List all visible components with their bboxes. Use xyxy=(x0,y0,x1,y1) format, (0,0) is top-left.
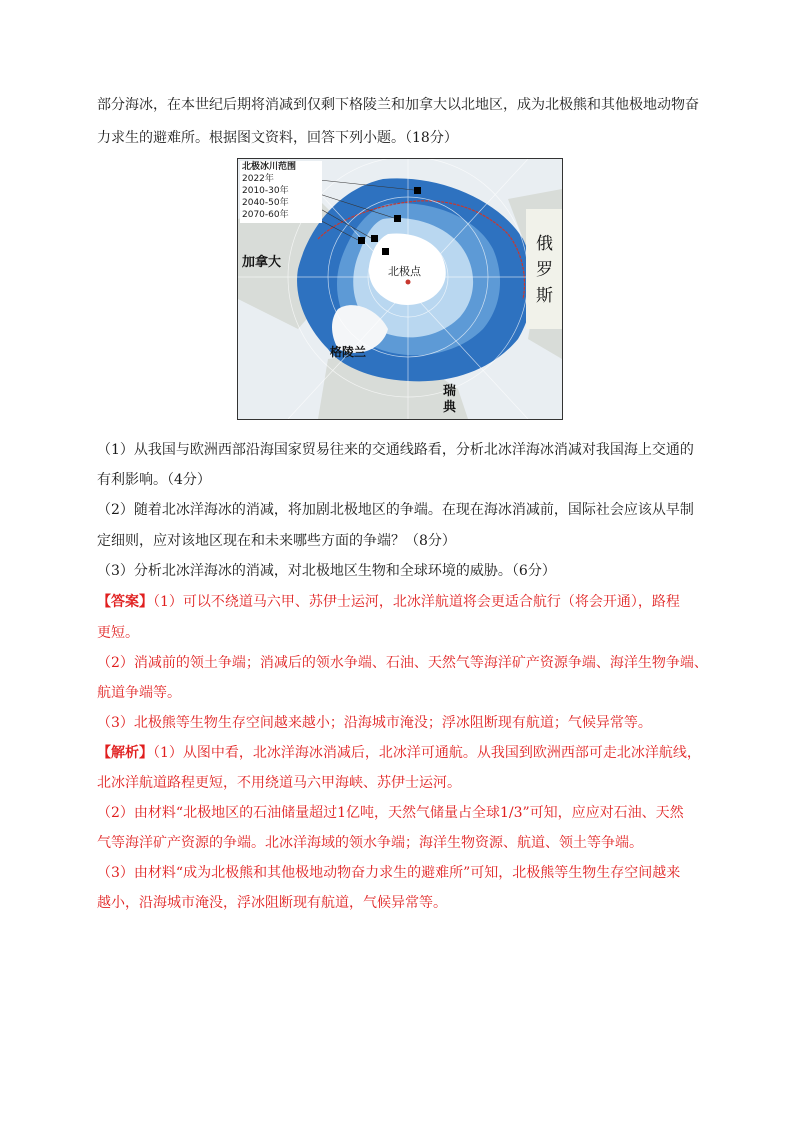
label-greenland: 格陵兰 xyxy=(330,345,367,359)
answer-line-1 xyxy=(97,592,703,612)
map-legend xyxy=(240,161,322,223)
intro-line-2: 力求生的避难所。根据图文资料，回答下列小题。（18分） xyxy=(97,130,458,146)
analysis-3-line-1: （3）由材料“成为北极熊和其他极地动物奋力求生的避难所”可知，北极熊等生物生存空间越来 xyxy=(97,865,681,881)
answer-tag: 【答案】 xyxy=(97,594,153,610)
analysis-tag: 【解析】 xyxy=(97,745,153,761)
answer-1-text: （1）可以不绕道马六甲、苏伊士运河，北冰洋航道将会更适合航行（将会开通），路程 xyxy=(153,594,680,610)
label-russia: 俄罗斯 xyxy=(536,234,553,306)
analysis-line-1 xyxy=(97,743,703,763)
question-2-line-1: （2）随着北冰洋海冰的消减，将加剧北极地区的争端。在现在海冰消减前，国际社会应该从早制 xyxy=(97,502,694,518)
analysis-1-text: （1）从图中看，北冰洋海冰消减后，北冰洋可通航。从我国到欧洲西部可走北冰洋航线， xyxy=(153,745,701,761)
answer-3-line-1: （3）北极熊等生物生存空间越来越小；沿海城市淹没；浮冰阻断现有航道；气候异常等。 xyxy=(97,715,652,731)
question-2-line-2: 定细则，应对该地区现在和未来哪些方面的争端？（8分） xyxy=(97,533,456,549)
legend-item: 2010-30年 xyxy=(242,186,289,196)
question-3-line-1: （3）分析北冰洋海冰的消减，对北极地区生物和全球环境的威胁。（6分） xyxy=(97,563,556,579)
legend-title: 北极冰川范围 xyxy=(242,162,297,172)
answer-2-line-2: 航道争端等。 xyxy=(97,685,181,701)
label-canada: 加拿大 xyxy=(242,255,282,270)
analysis-1-line-2: 北冰洋航道路程更短，不用绕道马六甲海峡、苏伊士运河。 xyxy=(97,775,461,791)
legend-item: 2070-60年 xyxy=(242,210,289,220)
label-north-pole: 北极点 xyxy=(388,265,421,278)
legend-item: 2022年 xyxy=(242,174,274,184)
intro-line-1: 部分海冰，在本世纪后期将消减到仅剩下格陵兰和加拿大以北地区，成为北极熊和其他极地动物奋 xyxy=(97,97,699,113)
answer-2-line-1: （2）消减前的领土争端；消减后的领水争端、石油、天然气等海洋矿产资源争端、海洋生物争端、 xyxy=(97,655,708,671)
analysis-3-line-2: 越小，沿海城市淹没，浮冰阻断现有航道，气候异常等。 xyxy=(97,895,447,911)
label-sweden: 瑞典 xyxy=(443,384,457,415)
analysis-2-line-1: （2）由材料“北极地区的石油储量超过1亿吨，天然气储量占全球1/3”可知，应应对石油、天然 xyxy=(97,805,684,821)
question-1-line-1: （1）从我国与欧洲西部沿海国家贸易往来的交通线路看，分析北冰洋海冰消减对我国海上交通的 xyxy=(97,442,694,458)
legend-item: 2040-50年 xyxy=(242,198,289,208)
arctic-ice-map xyxy=(237,158,563,420)
question-1-line-2: 有利影响。（4分） xyxy=(97,472,211,488)
answer-1-line-2: 更短。 xyxy=(97,625,139,641)
analysis-2-line-2: 气等海洋矿产资源的争端。北冰洋海域的领水争端；海洋生物资源、航道、领土等争端。 xyxy=(97,835,643,851)
